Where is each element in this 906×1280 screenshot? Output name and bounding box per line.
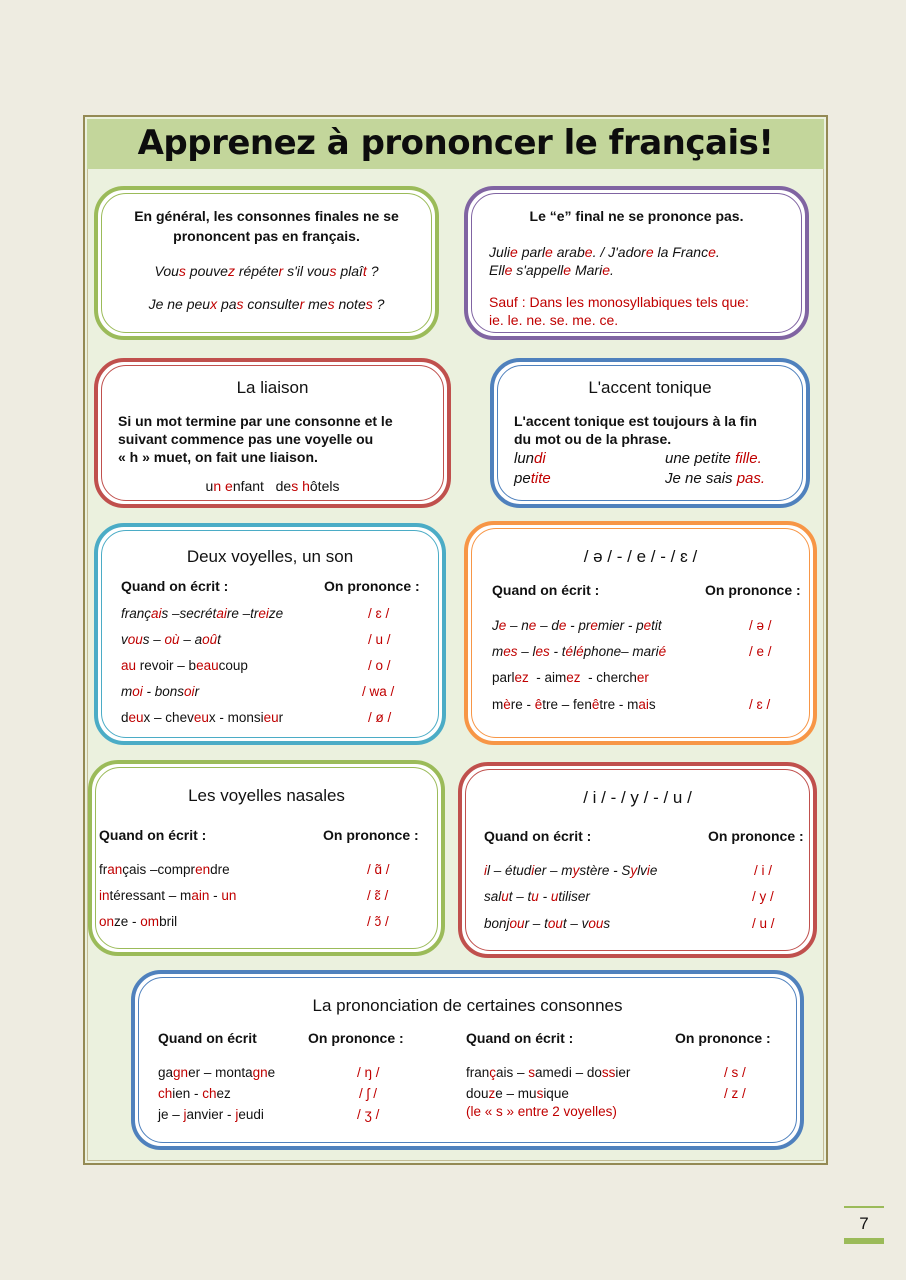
sound-cell: / e / bbox=[749, 644, 772, 659]
nasal-vowels-card bbox=[88, 760, 445, 956]
card-heading: Le “e” final ne se prononce pas. bbox=[529, 208, 744, 224]
sound-cell: / ɑ̃ / bbox=[367, 862, 390, 877]
sound-cell: / ɛ̃ / bbox=[367, 888, 389, 903]
card-title: Les voyelles nasales bbox=[188, 786, 345, 805]
column-header: On prononce : bbox=[324, 578, 420, 594]
sound-cell: / ɛ / bbox=[368, 606, 390, 621]
column-header: Quand on écrit : bbox=[484, 828, 592, 844]
sound-cell: / u / bbox=[752, 916, 775, 931]
word-row: salut – tu - utiliser bbox=[484, 889, 590, 904]
example-line: Julie parle arabe. / J'adore la France. bbox=[489, 244, 720, 260]
rule-text: « h » muet, on fait une liaison. bbox=[118, 449, 318, 465]
sound-cell: / s / bbox=[724, 1065, 746, 1080]
sound-cell: / ø / bbox=[368, 710, 392, 725]
rule-text: L'accent tonique est toujours à la fin bbox=[514, 413, 757, 429]
sound-cell: / o / bbox=[368, 658, 391, 673]
column-header: Quand on écrit : bbox=[99, 827, 207, 843]
word-row: vous – où – août bbox=[121, 632, 221, 647]
word-row: français – samedi – dossier bbox=[466, 1065, 631, 1080]
card-title: La liaison bbox=[236, 378, 309, 397]
sound-cell: / z / bbox=[724, 1086, 746, 1101]
column-header: Quand on écrit : bbox=[121, 578, 229, 594]
word-row: mère - être – fenêtre - mais bbox=[492, 697, 656, 712]
sound-cell: / i / bbox=[754, 863, 773, 878]
rule-text: du mot ou de la phrase. bbox=[514, 431, 672, 447]
column-header: On prononce : bbox=[675, 1030, 771, 1046]
two-vowels-card bbox=[94, 523, 446, 745]
sound-cell: / y / bbox=[752, 889, 774, 904]
card-title: / ə / - / e / - / ɛ / bbox=[583, 547, 698, 566]
example-line: Je ne peux pas consulter mes notes ? bbox=[148, 296, 385, 312]
i-y-u-card bbox=[458, 762, 817, 958]
column-header: On prononce : bbox=[708, 828, 804, 844]
example-word: petite bbox=[514, 470, 551, 487]
column-header: On prononce : bbox=[323, 827, 419, 843]
sound-cell: / wa / bbox=[362, 684, 395, 699]
rule-text: Si un mot termine par une consonne et le bbox=[118, 413, 393, 429]
sound-cell: / ʃ / bbox=[359, 1086, 378, 1101]
sound-cell: / ə / bbox=[749, 618, 772, 633]
word-row: douze – musique bbox=[466, 1086, 569, 1101]
sound-cell: / u / bbox=[368, 632, 391, 647]
e-sounds-card bbox=[464, 521, 817, 745]
card-title: L'accent tonique bbox=[588, 378, 712, 397]
column-header: Quand on écrit : bbox=[492, 582, 600, 598]
card-heading: En général, les consonnes finales ne se bbox=[134, 208, 399, 224]
column-header: Quand on écrit bbox=[158, 1030, 257, 1046]
sound-cell: / ʒ / bbox=[357, 1107, 380, 1122]
example-line: un enfant des hôtels bbox=[205, 478, 340, 494]
tonic-accent-card bbox=[490, 358, 810, 508]
word-row: deux – cheveux - monsieur bbox=[121, 710, 284, 725]
sound-cell: / ŋ / bbox=[357, 1065, 380, 1080]
word-row: mes – les - téléphone– marié bbox=[492, 644, 667, 659]
card-title: La prononciation de certaines consonnes bbox=[312, 996, 623, 1015]
exception-text: Sauf : Dans les monosyllabiques tels que: bbox=[489, 294, 749, 310]
word-row: bonjour – tout – vous bbox=[484, 916, 611, 931]
word-row: gagner – montagne bbox=[158, 1065, 276, 1080]
sound-cell: / ɔ̃ / bbox=[367, 914, 389, 929]
word-row: Je – ne – de - premier - petit bbox=[492, 618, 662, 633]
final-consonants-card bbox=[94, 186, 439, 340]
page-number: 7 bbox=[844, 1206, 884, 1244]
card-heading: prononcent pas en français. bbox=[173, 228, 360, 244]
column-header: On prononce : bbox=[308, 1030, 404, 1046]
example-word: lundi bbox=[514, 450, 546, 467]
card-title: Deux voyelles, un son bbox=[186, 547, 354, 566]
word-row: parlez - aimez - chercher bbox=[492, 670, 649, 685]
word-row: onze - ombril bbox=[99, 914, 178, 929]
word-row: je – janvier - jeudi bbox=[158, 1107, 264, 1122]
example-phrase: une petite fille. bbox=[665, 450, 762, 467]
rule-text: suivant commence pas une voyelle ou bbox=[118, 431, 374, 447]
column-header: Quand on écrit : bbox=[466, 1030, 574, 1046]
column-header: On prononce : bbox=[705, 582, 801, 598]
word-row: français –secrétaire –treize bbox=[121, 606, 284, 621]
note-text: (le « s » entre 2 voyelles) bbox=[466, 1104, 617, 1119]
word-row: moi - bonsoir bbox=[121, 684, 200, 699]
title-banner bbox=[87, 119, 824, 169]
word-row: chien - chez bbox=[158, 1086, 231, 1101]
example-line: Vous pouvez répéter s'il vous plaît ? bbox=[154, 263, 379, 279]
exception-text: ie. le. ne. se. me. ce. bbox=[489, 312, 619, 328]
word-row: intéressant – main - un bbox=[99, 888, 237, 903]
word-row: il – étudier – mystère - Sylvie bbox=[484, 863, 658, 878]
liaison-card bbox=[94, 358, 451, 508]
final-e-card bbox=[464, 186, 809, 340]
word-row: au revoir – beaucoup bbox=[121, 658, 248, 673]
card-title: / i / - / y / - / u / bbox=[583, 788, 692, 807]
page-title: Apprenez à prononcer le français! bbox=[137, 123, 774, 163]
example-line: Elle s'appelle Marie. bbox=[489, 262, 614, 278]
example-phrase: Je ne sais pas. bbox=[665, 470, 766, 487]
consonants-card bbox=[131, 970, 804, 1150]
sound-cell: / ɛ / bbox=[749, 697, 771, 712]
word-row: français –comprendre bbox=[99, 862, 230, 877]
